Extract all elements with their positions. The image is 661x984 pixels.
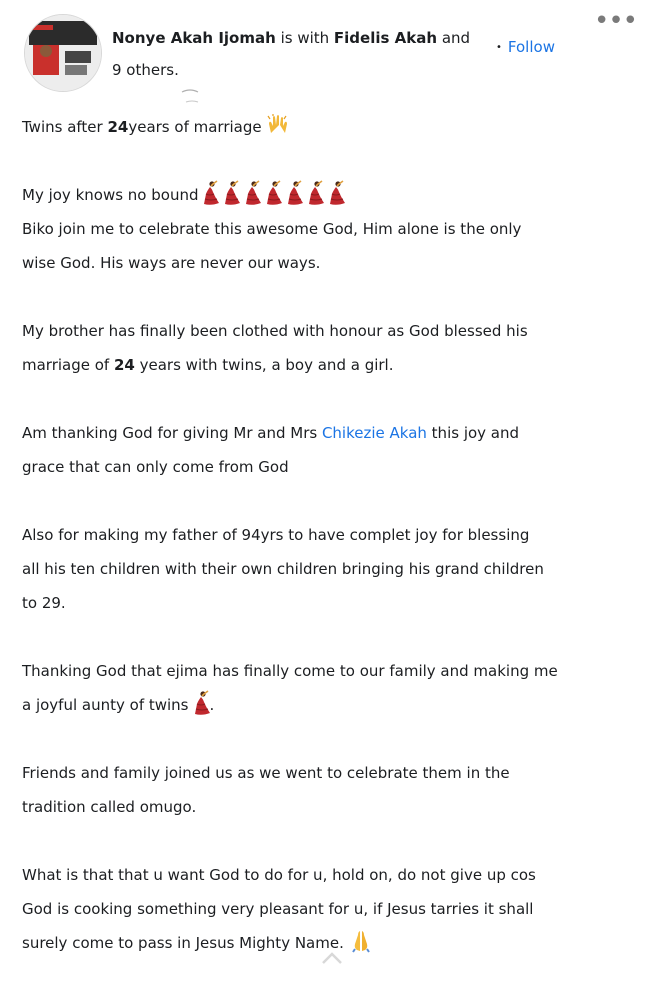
post-body: [22, 110, 642, 960]
dancer-icon: [219, 180, 241, 206]
post-line: all his ten children with their own children bringing his grand children: [22, 560, 544, 578]
raising-hands-icon: [266, 113, 290, 137]
post-line: Also for making my father of 94yrs to have complet joy for blessing: [22, 526, 530, 544]
post-line: Friends and family joined us as we went to celebrate them in the: [22, 764, 510, 782]
dancer-icon: [261, 180, 283, 206]
tagged-person[interactable]: Fidelis Akah: [333, 29, 438, 47]
avatar[interactable]: [24, 14, 102, 92]
mention-link[interactable]: Chikezie Akah: [321, 424, 427, 442]
post-line: Twins after 24years of marriage: [22, 110, 642, 144]
post-line: marriage of 24 years with twins, a boy and a girl.: [22, 356, 394, 374]
dancer-icon: [282, 180, 304, 206]
dancer-emoji-group: [198, 186, 345, 204]
follow-label: Follow: [507, 38, 555, 56]
post-line: Am thanking God for giving Mr and Mrs Chikezie Akah this joy and: [22, 424, 520, 442]
author-line: [112, 22, 492, 86]
post-line: My brother has finally been clothed with honour as God blessed his: [22, 322, 528, 340]
and-text: and: [441, 29, 471, 47]
post-line: God is cooking something very pleasant for u, if Jesus tarries it shall: [22, 900, 534, 918]
separator-dot: •: [496, 42, 502, 53]
post-line: Thanking God that ejima has finally come to our family and making me: [22, 662, 558, 680]
post-line: to 29.: [22, 594, 66, 612]
post-line: Biko join me to celebrate this awesome God, Him alone is the only: [22, 220, 522, 238]
dancer-icon: [324, 180, 346, 206]
post-line: wise God. His ways are never our ways.: [22, 254, 321, 272]
post-line: tradition called omugo.: [22, 798, 197, 816]
is-with-text: is with: [280, 29, 330, 47]
dancer-icon: [240, 180, 262, 206]
dancer-icon: [303, 180, 325, 206]
post-line: a joyful aunty of twins .: [22, 688, 642, 722]
more-options-button[interactable]: •••: [594, 6, 638, 36]
post-line: My joy knows no bound: [22, 178, 642, 212]
tagged-others[interactable]: 9 others.: [112, 61, 179, 79]
dancer-icon: [189, 690, 211, 716]
post-line: surely come to pass in Jesus Mighty Name.: [22, 926, 642, 960]
profile-photo-icon: [25, 15, 101, 91]
post-line: What is that that u want God to do for u, hold on, do not give up cos: [22, 866, 536, 884]
post-header: [0, 0, 661, 110]
praying-hands-icon: [349, 929, 373, 953]
post-line: grace that can only come from God: [22, 458, 289, 476]
chevron-up-icon[interactable]: [320, 950, 344, 966]
scribble-mark-icon: [180, 84, 210, 108]
author-name[interactable]: Nonye Akah Ijomah: [112, 29, 276, 47]
dancer-icon: [198, 180, 220, 206]
follow-button[interactable]: [496, 38, 555, 56]
